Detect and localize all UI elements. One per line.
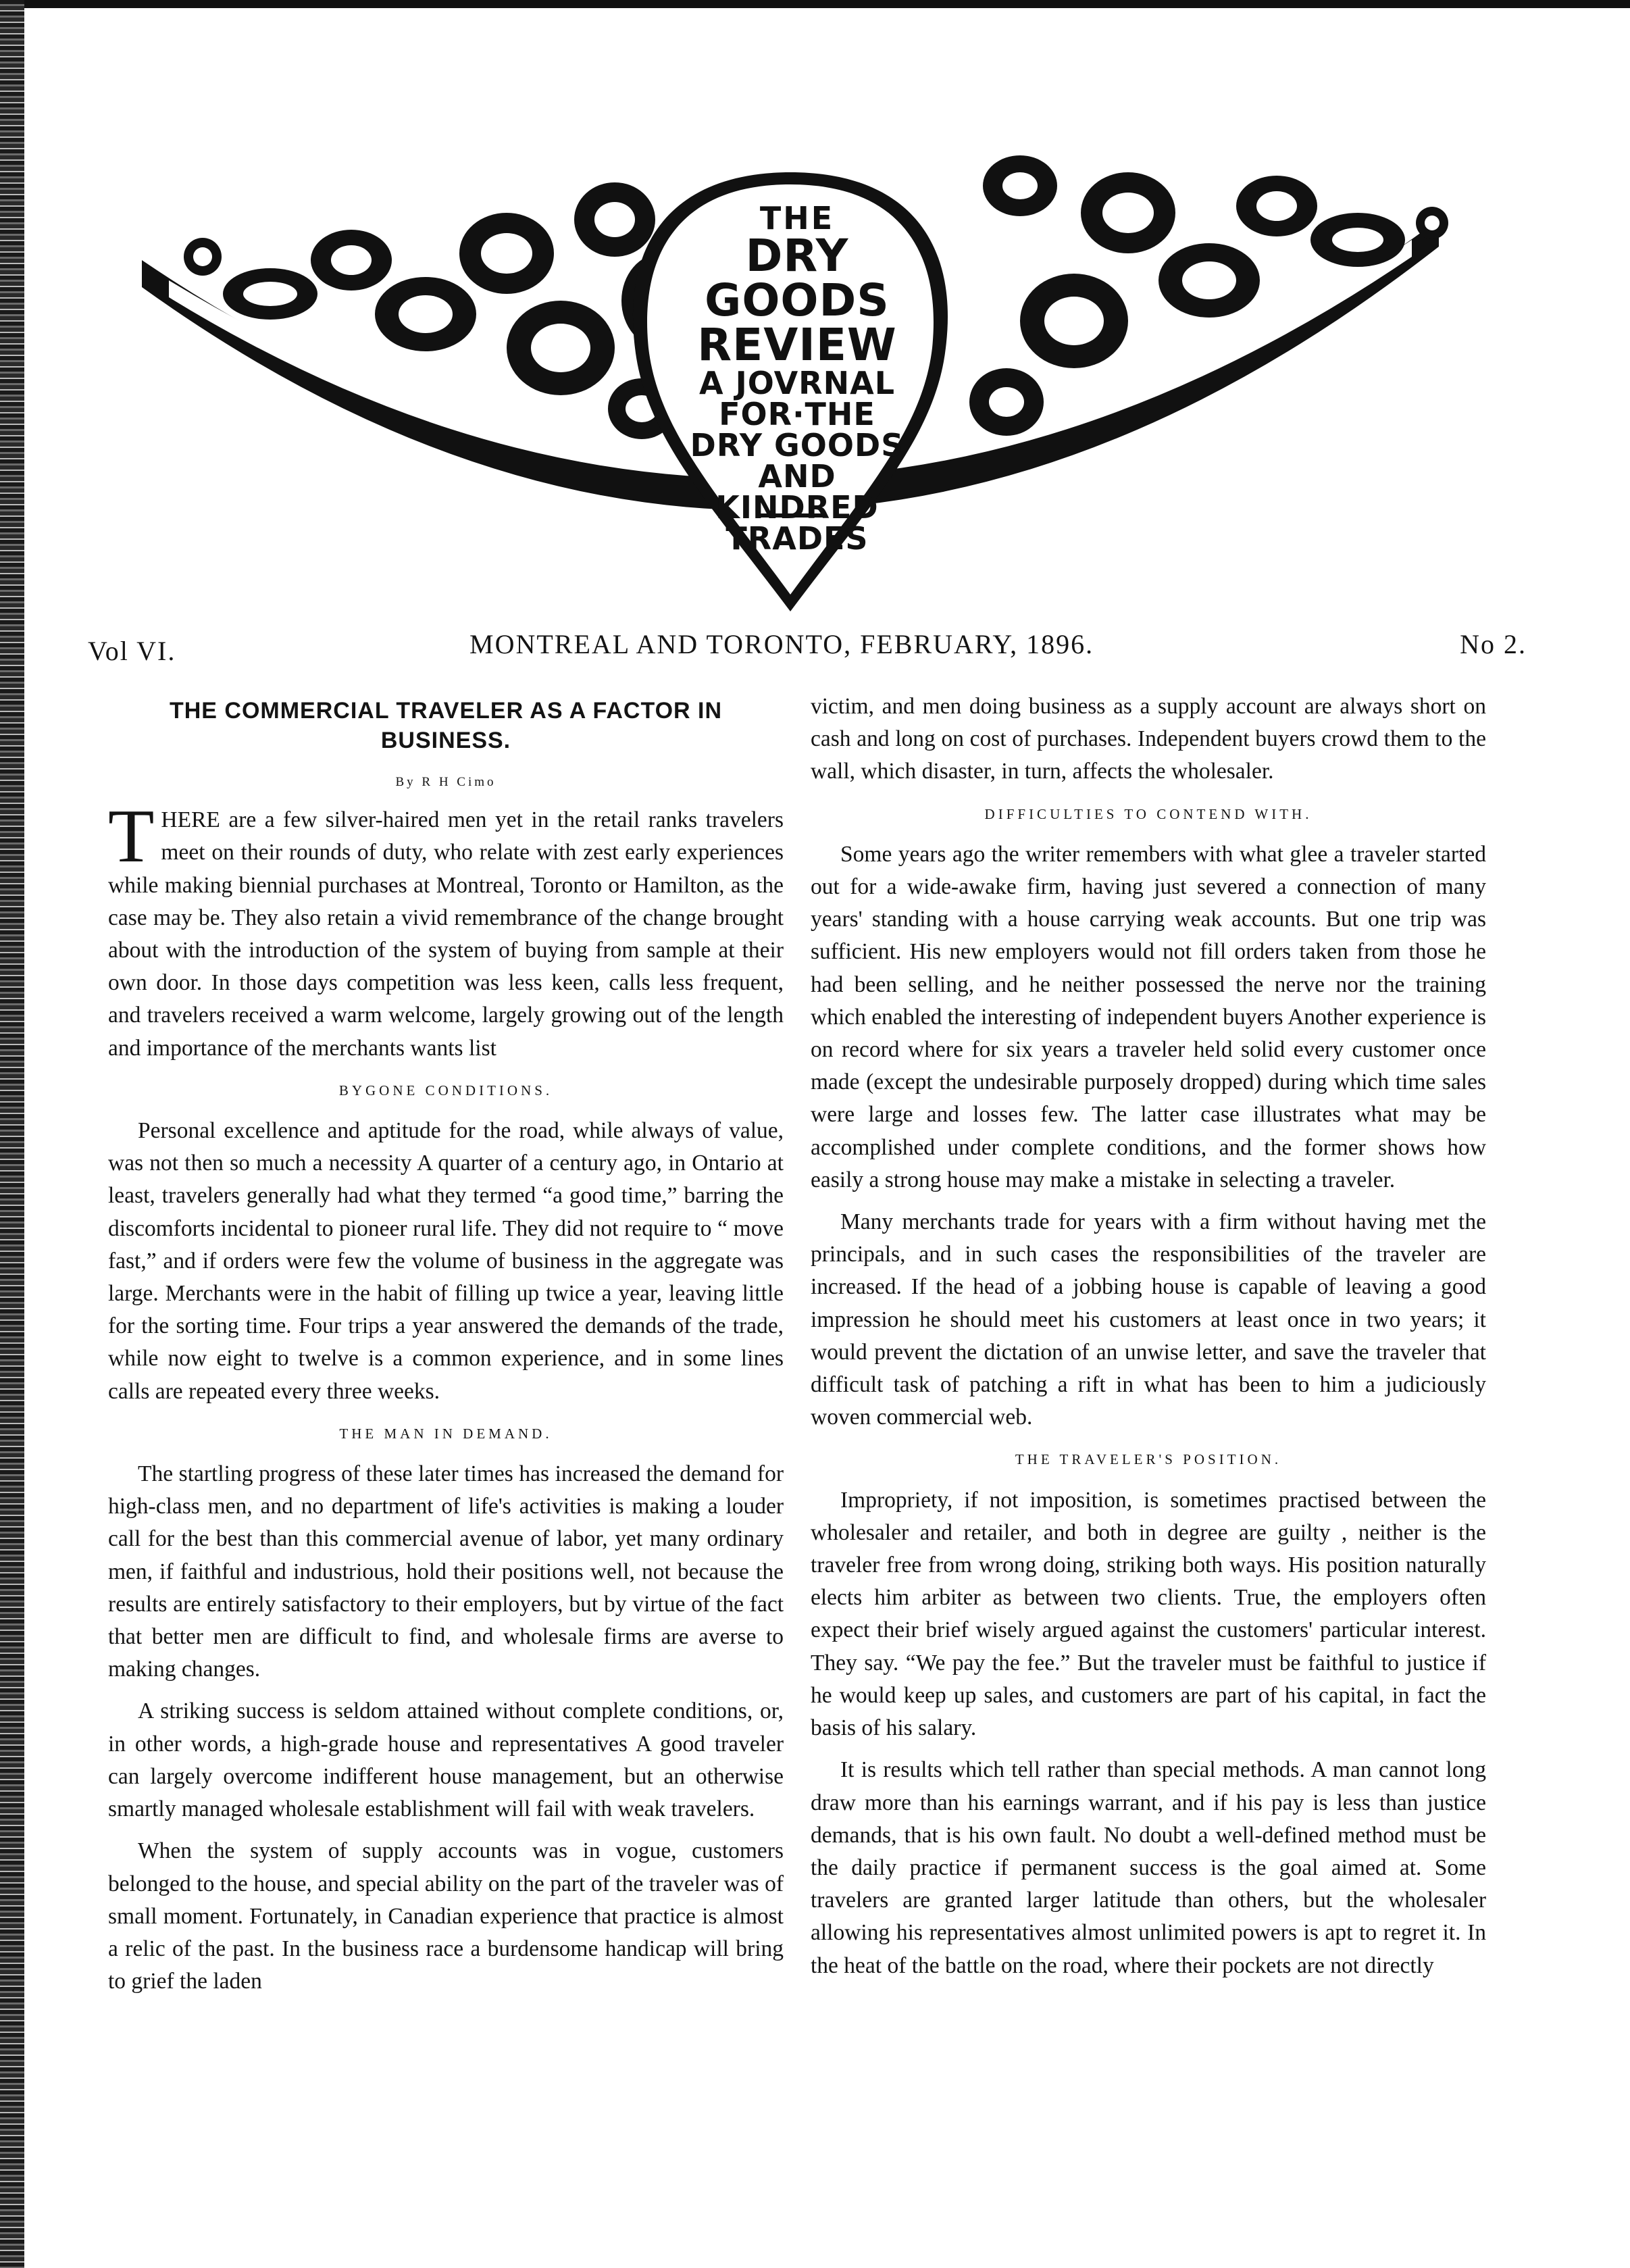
- masthead-review: REVIEW: [697, 319, 897, 371]
- drop-cap: T: [108, 795, 155, 879]
- masthead-dry-goods: DRY GOODS: [705, 230, 890, 326]
- masthead-the: THE: [759, 200, 835, 236]
- subhead-bygone-conditions: BYGONE CONDITIONS.: [338, 1082, 553, 1099]
- column-right: [811, 690, 1486, 1992]
- masthead-kindred: KINDRED: [715, 489, 879, 526]
- masthead-trades: TRADES: [725, 520, 869, 557]
- paragraph-impropriety: Impropriety, if not imposition, is sometimes practised between the wholesaler and retailer, and both in degree are guilty , neither is the traveler free from wrong doing, striking both ways. His position naturally elects him arbiter as between two clients. True, the employers often expect their brief wisely argued against the customers' particular interest. They say. “We pay the fee.” But the traveler must be faithful to justice if he would keep up sales, and customers are part of his capital, in fact the basis of his salary.: [811, 1487, 1486, 1741]
- masthead-dry-goods-2: DRY GOODS: [690, 427, 905, 463]
- paragraph-demand: The startling progress of these later times has increased the demand for high-class men, and no department of life's activities is making a louder call for the best than this commercial avenue of labor, yet many ordinary men, if faithful and industrious, hold their positions well, not because the results are entirely satisfactory to their employers, but by virtue of the fact that better men are difficult to find, and wholesale firms are averse to making changes.: [108, 1461, 784, 1682]
- paragraph-intro: [108, 795, 784, 1065]
- masthead-and: AND: [758, 458, 836, 495]
- masthead-journal: A JOVRNAL: [698, 365, 896, 401]
- paragraph-difficulties: Some years ago the writer remembers with what glee a traveler started out for a wide-awake firm, having just severed a connection of many years' standing with a house carrying weak accounts. But one trip was sufficient. His new employers would not fill orders taken from those he had been selling, and he neither possessed the nerve nor the training which enabled the interesting of independent buyers Another experience is on record where for six years a traveler held solid every customer once made (except the undesirable purposely dropped) during which time sales were large and losses few. The latter case illustrates what may be accomplished under complete conditions, and the former shows how easily a strong house may make a mistake in selecting a traveler.: [811, 841, 1487, 1192]
- subhead-man-in-demand: THE MAN IN DEMAND.: [339, 1425, 553, 1442]
- article-byline: By R H Cimo: [395, 775, 496, 789]
- paragraph-success: A striking success is seldom attained without complete conditions, or, in other words, a high-grade house and representatives A good traveler can largely overcome indifferent house management, but an otherwise smartly managed wholesale establishment will fail with weak travelers.: [108, 1698, 784, 1822]
- paragraph-supply-accounts: When the system of supply accounts was in vogue, customers belonged to the house, and special ability on the part of the traveler was of small moment. Fortunately, in Canadian experience that practice is almost a relic of the past. In the business race a burdensome handicap will bring to grief the laden: [108, 1838, 784, 1994]
- masthead-for-the: FOR·THE: [719, 396, 875, 432]
- column-left: [108, 696, 784, 2007]
- scan-border-left: [0, 0, 24, 2268]
- place-date: MONTREAL AND TORONTO, FEBRUARY, 1896.: [469, 629, 1094, 659]
- issue-number: No 2.: [1460, 629, 1527, 659]
- scan-border-top: [0, 0, 1630, 8]
- paragraph-intro-text: HERE are a few silver-haired men yet in the retail ranks travelers meet on their rounds of duty, who relate with zest early experiences while making biennial purchases at Montreal, Toronto or Hamilton, as the case may be. They also retain a vivid remembrance of the change brought about with the introduction of the system of buying from sample at their own door. In those days competition was less keen, calls less frequent, and travelers received a warm welcome, largely growing out of the length and importance of the merchants wants list: [108, 807, 784, 1061]
- subhead-travelers-position: THE TRAVELER'S POSITION.: [1015, 1451, 1282, 1468]
- masthead-title: [648, 200, 946, 557]
- paragraph-victim: victim, and men doing business as a supply account are always short on cash and long on cost of purchases. Independent buyers crowd them to the wall, which disaster, in turn, affects the wholesaler.: [811, 694, 1486, 784]
- paragraph-bygone: Personal excellence and aptitude for the road, while always of value, was not then so much a necessity A quarter of a century ago, in Ontario at least, travelers generally had what they termed “a good time,” barring the discomforts incidental to pioneer rural life. They did not require to “ move fast,” and if orders were few the volume of business in the aggregate was large. Merchants were in the habit of filling up twice a year, leaving little for the sorting time. Four trips a year answered the demands of the trade, while now eight to twelve is a common experience, and in some lines calls are repeated every three weeks.: [108, 1118, 784, 1404]
- dateline: [88, 628, 1527, 669]
- subhead-difficulties: DIFFICULTIES TO CONTEND WITH.: [984, 805, 1313, 822]
- article-headline: THE COMMERCIAL TRAVELER AS A FACTOR IN BUSINESS.: [169, 698, 723, 753]
- volume-label: Vol VI.: [88, 636, 176, 666]
- paragraph-results: It is results which tell rather than special methods. A man cannot long draw more than his earnings warrant, and if his pay is less than justice demands, that is his own fault. No doubt a well-defined method must be the daily practice if permanent success is the goal aimed at. Some travelers are granted larger latitude than others, but the wholesaler allowing his representatives almost unlimited powers is apt to regret it. In the heat of the battle on the road, where their pockets are not directly: [811, 1757, 1486, 1978]
- paragraph-principals: Many merchants trade for years with a firm without having met the principals, and in such cases the responsibilities of the traveler are increased. If the head of a jobbing house is capable of leaving a good impression he should meet his customers at least once in two years; it would prevent the dictation of an unwise letter, and save the traveler that difficult task of patching a rift in what has been to him a judiciously woven commercial web.: [811, 1209, 1486, 1430]
